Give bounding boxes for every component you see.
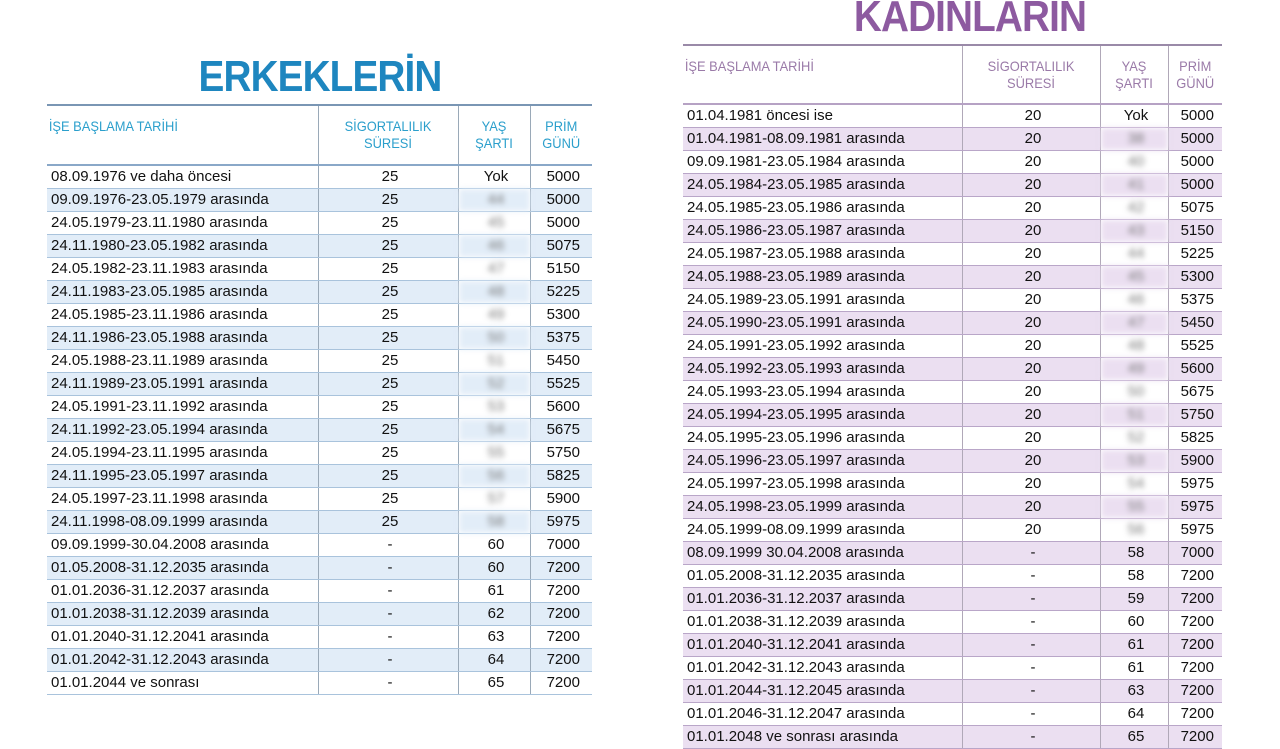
premium-days-cell: 5675 — [1168, 381, 1222, 404]
premium-days-cell: 5525 — [1168, 335, 1222, 358]
start-date-cell: 24.05.1997-23.11.1998 arasında — [47, 488, 318, 511]
table-row — [47, 534, 592, 557]
premium-days-cell: 5150 — [1168, 220, 1222, 243]
age-cell: 65 — [1100, 726, 1168, 749]
table-row — [47, 580, 592, 603]
insurance-period-cell: 20 — [962, 496, 1100, 519]
premium-days-cell: 5225 — [530, 281, 592, 304]
header-premium-days: PRİM GÜNÜ — [1170, 45, 1220, 104]
age-cell: 59 — [1100, 588, 1168, 611]
age-cell: 41 — [1100, 174, 1168, 197]
table-row — [47, 165, 592, 189]
premium-days-cell: 5825 — [530, 465, 592, 488]
premium-days-cell: 5975 — [530, 511, 592, 534]
table-row — [683, 381, 1222, 404]
table-row — [683, 104, 1222, 128]
table-row — [683, 243, 1222, 266]
age-cell: 60 — [458, 557, 530, 580]
start-date-cell: 24.11.1986-23.05.1988 arasında — [47, 327, 318, 350]
insurance-period-cell: 20 — [962, 243, 1100, 266]
start-date-cell: 01.05.2008-31.12.2035 arasında — [683, 565, 962, 588]
table-row — [47, 212, 592, 235]
age-cell: 53 — [1100, 450, 1168, 473]
insurance-period-cell: - — [318, 672, 458, 695]
header-premium-days: PRİM GÜNÜ — [532, 105, 589, 165]
premium-days-cell: 5075 — [1168, 197, 1222, 220]
start-date-cell: 01.04.1981 öncesi ise — [683, 104, 962, 128]
premium-days-cell: 7200 — [530, 626, 592, 649]
table-row — [683, 496, 1222, 519]
insurance-period-cell: 20 — [962, 358, 1100, 381]
table-row — [47, 327, 592, 350]
premium-days-cell: 5450 — [1168, 312, 1222, 335]
table-row — [47, 304, 592, 327]
age-cell: 61 — [458, 580, 530, 603]
premium-days-cell: 5900 — [1168, 450, 1222, 473]
age-cell: 61 — [1100, 657, 1168, 680]
age-cell: 46 — [458, 235, 530, 258]
table-row — [47, 626, 592, 649]
premium-days-cell: 5825 — [1168, 427, 1222, 450]
age-cell: 63 — [1100, 680, 1168, 703]
age-cell: Yok — [1100, 104, 1168, 128]
insurance-period-cell: 20 — [962, 312, 1100, 335]
men-retirement-table — [47, 104, 592, 695]
insurance-period-cell: 25 — [318, 488, 458, 511]
premium-days-cell: 7200 — [1168, 611, 1222, 634]
start-date-cell: 24.11.1980-23.05.1982 arasında — [47, 235, 318, 258]
insurance-period-cell: 25 — [318, 189, 458, 212]
age-cell: 46 — [1100, 289, 1168, 312]
age-cell: 57 — [458, 488, 530, 511]
age-cell: 56 — [458, 465, 530, 488]
start-date-cell: 01.01.2042-31.12.2043 arasında — [683, 657, 962, 680]
age-cell: 63 — [458, 626, 530, 649]
age-cell: 60 — [458, 534, 530, 557]
insurance-period-cell: 20 — [962, 220, 1100, 243]
table-row — [47, 189, 592, 212]
table-row — [683, 680, 1222, 703]
table-row — [683, 542, 1222, 565]
premium-days-cell: 5975 — [1168, 473, 1222, 496]
start-date-cell: 01.01.2040-31.12.2041 arasında — [683, 634, 962, 657]
table-row — [683, 335, 1222, 358]
age-cell: Yok — [458, 165, 530, 189]
age-cell: 52 — [458, 373, 530, 396]
premium-days-cell: 5450 — [530, 350, 592, 373]
start-date-cell: 24.11.1992-23.05.1994 arasında — [47, 419, 318, 442]
table-row — [47, 649, 592, 672]
insurance-period-cell: 20 — [962, 104, 1100, 128]
premium-days-cell: 5000 — [1168, 151, 1222, 174]
premium-days-cell: 5000 — [530, 165, 592, 189]
premium-days-cell: 5750 — [530, 442, 592, 465]
start-date-cell: 24.05.1992-23.05.1993 arasında — [683, 358, 962, 381]
table-row — [683, 266, 1222, 289]
premium-days-cell: 5150 — [530, 258, 592, 281]
insurance-period-cell: - — [962, 611, 1100, 634]
table-row — [47, 396, 592, 419]
table-row — [683, 473, 1222, 496]
table-row — [683, 289, 1222, 312]
table-row — [47, 488, 592, 511]
premium-days-cell: 5000 — [1168, 104, 1222, 128]
age-cell: 38 — [1100, 128, 1168, 151]
insurance-period-cell: - — [962, 588, 1100, 611]
start-date-cell: 24.05.1985-23.11.1986 arasında — [47, 304, 318, 327]
insurance-period-cell: 25 — [318, 350, 458, 373]
insurance-period-cell: - — [318, 626, 458, 649]
insurance-period-cell: 25 — [318, 442, 458, 465]
start-date-cell: 08.09.1976 ve daha öncesi — [47, 165, 318, 189]
table-row — [47, 350, 592, 373]
insurance-period-cell: 25 — [318, 465, 458, 488]
age-cell: 58 — [1100, 565, 1168, 588]
age-cell: 58 — [1100, 542, 1168, 565]
start-date-cell: 01.04.1981-08.09.1981 arasında — [683, 128, 962, 151]
age-cell: 45 — [1100, 266, 1168, 289]
table-row — [47, 511, 592, 534]
table-row — [47, 235, 592, 258]
age-cell: 62 — [458, 603, 530, 626]
age-cell: 54 — [1100, 473, 1168, 496]
start-date-cell: 24.05.1993-23.05.1994 arasında — [683, 381, 962, 404]
premium-days-cell: 5375 — [1168, 289, 1222, 312]
start-date-cell: 24.05.1997-23.05.1998 arasında — [683, 473, 962, 496]
insurance-period-cell: 20 — [962, 128, 1100, 151]
insurance-period-cell: 20 — [962, 427, 1100, 450]
start-date-cell: 01.01.2044-31.12.2045 arasında — [683, 680, 962, 703]
age-cell: 55 — [458, 442, 530, 465]
insurance-period-cell: 20 — [962, 335, 1100, 358]
premium-days-cell: 5675 — [530, 419, 592, 442]
premium-days-cell: 7200 — [530, 557, 592, 580]
insurance-period-cell: 25 — [318, 235, 458, 258]
insurance-period-cell: - — [962, 726, 1100, 749]
start-date-cell: 24.05.1991-23.11.1992 arasında — [47, 396, 318, 419]
age-cell: 47 — [1100, 312, 1168, 335]
table-row — [47, 281, 592, 304]
age-cell: 43 — [1100, 220, 1168, 243]
age-cell: 44 — [1100, 243, 1168, 266]
table-row — [47, 258, 592, 281]
women-title: KADINLARIN — [853, 0, 1087, 41]
header-insurance-period: SİGORTALILIK SÜRESİ — [324, 105, 453, 165]
start-date-cell: 24.05.1995-23.05.1996 arasında — [683, 427, 962, 450]
premium-days-cell: 7200 — [1168, 657, 1222, 680]
insurance-period-cell: 20 — [962, 197, 1100, 220]
insurance-period-cell: 20 — [962, 519, 1100, 542]
premium-days-cell: 5000 — [1168, 174, 1222, 197]
start-date-cell: 24.05.1998-23.05.1999 arasında — [683, 496, 962, 519]
table-row — [683, 565, 1222, 588]
start-date-cell: 01.01.2036-31.12.2037 arasında — [683, 588, 962, 611]
premium-days-cell: 7200 — [1168, 588, 1222, 611]
start-date-cell: 24.05.1989-23.05.1991 arasında — [683, 289, 962, 312]
age-cell: 42 — [1100, 197, 1168, 220]
insurance-period-cell: - — [962, 703, 1100, 726]
premium-days-cell: 5000 — [1168, 128, 1222, 151]
start-date-cell: 24.05.1988-23.05.1989 arasında — [683, 266, 962, 289]
insurance-period-cell: - — [318, 649, 458, 672]
start-date-cell: 24.05.1979-23.11.1980 arasında — [47, 212, 318, 235]
premium-days-cell: 5600 — [530, 396, 592, 419]
premium-days-cell: 7000 — [1168, 542, 1222, 565]
insurance-period-cell: - — [318, 603, 458, 626]
premium-days-cell: 7200 — [1168, 565, 1222, 588]
start-date-cell: 01.01.2038-31.12.2039 arasında — [47, 603, 318, 626]
insurance-period-cell: 25 — [318, 327, 458, 350]
age-cell: 44 — [458, 189, 530, 212]
start-date-cell: 09.09.1981-23.05.1984 arasında — [683, 151, 962, 174]
age-cell: 47 — [458, 258, 530, 281]
premium-days-cell: 7000 — [530, 534, 592, 557]
start-date-cell: 24.05.1988-23.11.1989 arasında — [47, 350, 318, 373]
age-cell: 50 — [1100, 381, 1168, 404]
insurance-period-cell: - — [318, 557, 458, 580]
age-cell: 56 — [1100, 519, 1168, 542]
premium-days-cell: 5000 — [530, 189, 592, 212]
insurance-period-cell: 25 — [318, 212, 458, 235]
table-row — [683, 220, 1222, 243]
start-date-cell: 01.01.2046-31.12.2047 arasında — [683, 703, 962, 726]
table-row — [683, 519, 1222, 542]
insurance-period-cell: - — [962, 542, 1100, 565]
insurance-period-cell: 25 — [318, 396, 458, 419]
age-cell: 51 — [458, 350, 530, 373]
insurance-period-cell: 25 — [318, 419, 458, 442]
age-cell: 49 — [1100, 358, 1168, 381]
start-date-cell: 24.05.1985-23.05.1986 arasında — [683, 197, 962, 220]
table-row — [683, 657, 1222, 680]
start-date-cell: 09.09.1999-30.04.2008 arasında — [47, 534, 318, 557]
age-cell: 49 — [458, 304, 530, 327]
age-cell: 50 — [458, 327, 530, 350]
age-cell: 40 — [1100, 151, 1168, 174]
start-date-cell: 09.09.1976-23.05.1979 arasında — [47, 189, 318, 212]
start-date-cell: 01.05.2008-31.12.2035 arasında — [47, 557, 318, 580]
table-row — [683, 427, 1222, 450]
insurance-period-cell: 20 — [962, 473, 1100, 496]
insurance-period-cell: 20 — [962, 381, 1100, 404]
table-row — [683, 312, 1222, 335]
start-date-cell: 24.05.1994-23.05.1995 arasında — [683, 404, 962, 427]
table-row — [683, 611, 1222, 634]
age-cell: 58 — [458, 511, 530, 534]
header-age: YAŞ ŞARTI — [461, 105, 527, 165]
premium-days-cell: 5750 — [1168, 404, 1222, 427]
table-row — [683, 174, 1222, 197]
premium-days-cell: 7200 — [1168, 680, 1222, 703]
start-date-cell: 24.05.1986-23.05.1987 arasında — [683, 220, 962, 243]
premium-days-cell: 5600 — [1168, 358, 1222, 381]
age-cell: 64 — [458, 649, 530, 672]
start-date-cell: 24.11.1983-23.05.1985 arasında — [47, 281, 318, 304]
age-cell: 60 — [1100, 611, 1168, 634]
insurance-period-cell: 20 — [962, 174, 1100, 197]
insurance-period-cell: 25 — [318, 511, 458, 534]
table-row — [47, 603, 592, 626]
table-row — [683, 404, 1222, 427]
age-cell: 65 — [458, 672, 530, 695]
table-row — [47, 419, 592, 442]
premium-days-cell: 5375 — [530, 327, 592, 350]
insurance-period-cell: 20 — [962, 151, 1100, 174]
start-date-cell: 24.05.1990-23.05.1991 arasında — [683, 312, 962, 335]
table-row — [683, 588, 1222, 611]
age-cell: 55 — [1100, 496, 1168, 519]
premium-days-cell: 5300 — [1168, 266, 1222, 289]
header-start-date: İŞE BAŞLAMA TARİHİ — [47, 105, 296, 165]
insurance-period-cell: 20 — [962, 450, 1100, 473]
table-row — [683, 151, 1222, 174]
header-age: YAŞ ŞARTI — [1103, 45, 1166, 104]
insurance-period-cell: 20 — [962, 289, 1100, 312]
premium-days-cell: 5900 — [530, 488, 592, 511]
age-cell: 48 — [458, 281, 530, 304]
age-cell: 54 — [458, 419, 530, 442]
premium-days-cell: 5000 — [530, 212, 592, 235]
start-date-cell: 01.01.2044 ve sonrası — [47, 672, 318, 695]
start-date-cell: 01.01.2040-31.12.2041 arasında — [47, 626, 318, 649]
premium-days-cell: 7200 — [530, 580, 592, 603]
insurance-period-cell: - — [962, 657, 1100, 680]
age-cell: 61 — [1100, 634, 1168, 657]
table-row — [683, 450, 1222, 473]
insurance-period-cell: 25 — [318, 258, 458, 281]
premium-days-cell: 5300 — [530, 304, 592, 327]
start-date-cell: 24.11.1995-23.05.1997 arasında — [47, 465, 318, 488]
start-date-cell: 24.05.1994-23.11.1995 arasında — [47, 442, 318, 465]
table-row — [683, 128, 1222, 151]
insurance-period-cell: 20 — [962, 266, 1100, 289]
table-row — [47, 557, 592, 580]
start-date-cell: 24.05.1982-23.11.1983 arasında — [47, 258, 318, 281]
insurance-period-cell: 25 — [318, 304, 458, 327]
age-cell: 51 — [1100, 404, 1168, 427]
table-row — [47, 373, 592, 396]
start-date-cell: 08.09.1999 30.04.2008 arasında — [683, 542, 962, 565]
start-date-cell: 24.05.1984-23.05.1985 arasında — [683, 174, 962, 197]
premium-days-cell: 5225 — [1168, 243, 1222, 266]
insurance-period-cell: - — [962, 680, 1100, 703]
insurance-period-cell: - — [962, 634, 1100, 657]
start-date-cell: 24.05.1996-23.05.1997 arasında — [683, 450, 962, 473]
insurance-period-cell: - — [962, 565, 1100, 588]
start-date-cell: 01.01.2048 ve sonrası arasında — [683, 726, 962, 749]
start-date-cell: 01.01.2042-31.12.2043 arasında — [47, 649, 318, 672]
table-row — [683, 726, 1222, 749]
start-date-cell: 01.01.2038-31.12.2039 arasında — [683, 611, 962, 634]
header-insurance-period: SİGORTALILIK SÜRESİ — [968, 45, 1095, 104]
table-row — [683, 358, 1222, 381]
insurance-period-cell: 25 — [318, 373, 458, 396]
premium-days-cell: 7200 — [530, 603, 592, 626]
premium-days-cell: 5975 — [1168, 519, 1222, 542]
women-retirement-table — [683, 44, 1222, 749]
premium-days-cell: 5975 — [1168, 496, 1222, 519]
start-date-cell: 24.05.1991-23.05.1992 arasında — [683, 335, 962, 358]
table-row — [683, 197, 1222, 220]
insurance-period-cell: - — [318, 580, 458, 603]
table-row — [683, 634, 1222, 657]
age-cell: 64 — [1100, 703, 1168, 726]
age-cell: 52 — [1100, 427, 1168, 450]
premium-days-cell: 5075 — [530, 235, 592, 258]
insurance-period-cell: 20 — [962, 404, 1100, 427]
table-row — [47, 442, 592, 465]
start-date-cell: 24.11.1989-23.05.1991 arasında — [47, 373, 318, 396]
start-date-cell: 24.05.1999-08.09.1999 arasında — [683, 519, 962, 542]
premium-days-cell: 5525 — [530, 373, 592, 396]
premium-days-cell: 7200 — [530, 649, 592, 672]
men-title: ERKEKLERİN — [198, 52, 442, 101]
premium-days-cell: 7200 — [1168, 703, 1222, 726]
premium-days-cell: 7200 — [1168, 634, 1222, 657]
table-row — [47, 672, 592, 695]
header-start-date: İŞE BAŞLAMA TARİHİ — [683, 45, 940, 104]
start-date-cell: 24.05.1987-23.05.1988 arasında — [683, 243, 962, 266]
start-date-cell: 24.11.1998-08.09.1999 arasında — [47, 511, 318, 534]
age-cell: 53 — [458, 396, 530, 419]
table-row — [683, 703, 1222, 726]
age-cell: 45 — [458, 212, 530, 235]
insurance-period-cell: - — [318, 534, 458, 557]
premium-days-cell: 7200 — [530, 672, 592, 695]
insurance-period-cell: 25 — [318, 165, 458, 189]
insurance-period-cell: 25 — [318, 281, 458, 304]
start-date-cell: 01.01.2036-31.12.2037 arasında — [47, 580, 318, 603]
table-row — [47, 465, 592, 488]
age-cell: 48 — [1100, 335, 1168, 358]
premium-days-cell: 7200 — [1168, 726, 1222, 749]
